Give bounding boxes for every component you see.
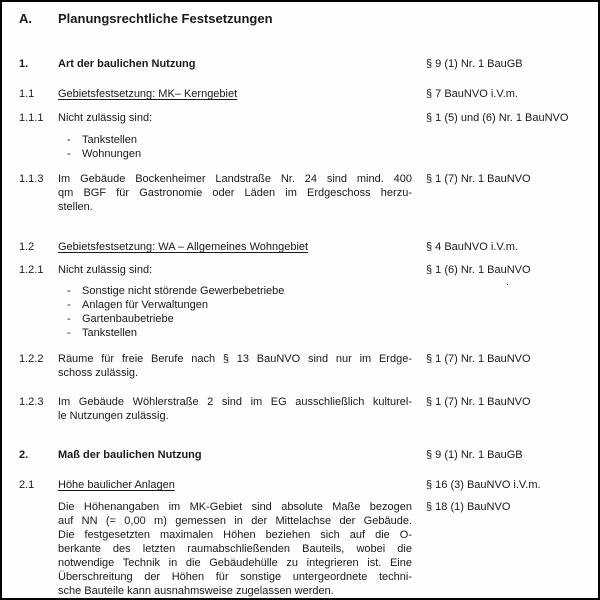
paragraph-line: le Nutzungen zulässig. [58, 410, 169, 422]
legal-reference: § 1 (7) Nr. 1 BauNVO [426, 173, 531, 185]
list-item-label: Tankstellen [82, 327, 138, 339]
section-title: Gebietsfestsetzung: MK– Kerngebiet [58, 88, 238, 100]
list-item [58, 312, 412, 326]
section-number: 1.2.2 [19, 353, 44, 365]
section-row [2, 500, 598, 598]
paragraph-line: schoss zulässig. [58, 367, 139, 379]
legal-reference: § 1 (5) und (6) Nr. 1 BauNVO [426, 112, 569, 124]
list-item [58, 133, 412, 147]
section-row [2, 395, 598, 423]
section-paragraph [58, 172, 412, 214]
section-number: 2.1 [19, 479, 35, 491]
document-header [2, 12, 598, 26]
section-row [2, 263, 598, 277]
section-paragraph [58, 352, 412, 380]
bullet-list [58, 284, 412, 340]
paragraph-line: notwendige Technik in die Gebäudehülle zu integrieren ist. Eine [58, 557, 412, 569]
list-item [58, 284, 412, 298]
legal-reference: § 16 (3) BauNVO i.V.m. [426, 479, 541, 491]
legal-reference: § 4 BauNVO i.V.m. [426, 241, 518, 253]
bullet-list-row [2, 284, 598, 340]
section-number: 1.2.1 [19, 264, 44, 276]
list-item-label: Anlagen für Verwaltungen [82, 299, 208, 311]
legal-reference: § 1 (7) Nr. 1 BauNVO [426, 353, 531, 365]
section-text: Nicht zulässig sind: [58, 112, 153, 124]
section-row [2, 240, 598, 254]
list-item [58, 326, 412, 340]
section-title: Maß der baulichen Nutzung [58, 449, 202, 461]
legal-reference: § 1 (7) Nr. 1 BauNVO [426, 396, 531, 408]
bullet-dash: - [67, 327, 71, 339]
section-number: 1.1.1 [19, 112, 44, 124]
list-item-label: Gartenbaubetriebe [82, 313, 174, 325]
paragraph-line: sche Bauteile kann ausnahmsweise zugelassen werden. [58, 585, 334, 597]
section-number: 1.2.3 [19, 396, 44, 408]
list-item-label: Wohnungen [82, 148, 142, 160]
paragraph-line: Die festgesetzten maximalen Höhen beziehen sich auf die O- [58, 529, 412, 541]
list-item [58, 147, 412, 161]
bullet-dash: - [67, 299, 71, 311]
section-row [2, 87, 598, 101]
legal-reference: § 18 (1) BauNVO [426, 501, 511, 513]
section-row [2, 352, 598, 380]
paragraph-line: Überschreitung der Höhen für sonstige untergeordnete techni- [58, 571, 412, 583]
section-row [2, 478, 598, 492]
section-title: Gebietsfestsetzung: WA – Allgemeines Wohngebiet [58, 241, 309, 253]
section-number: 2. [19, 449, 29, 461]
paragraph-line: qm BGF für Gastronomie oder Läden im Erdgeschoss herzu- [58, 187, 412, 199]
bullet-list-row [2, 133, 598, 161]
bullet-dash: - [67, 148, 71, 160]
bullet-dash: - [67, 313, 71, 325]
section-title: Art der baulichen Nutzung [58, 58, 196, 70]
section-letter: A. [19, 11, 32, 26]
paragraph-line: berkante des letzten raumabschließenden Bauteils, wobei die [58, 543, 412, 555]
section-row [2, 172, 598, 214]
list-item [58, 298, 412, 312]
scan-artifact-dot: . [506, 276, 510, 288]
section-row [2, 448, 598, 462]
paragraph-line: Im Gebäude Wöhlerstraße 2 sind im EG ausschließlich kulturel- [58, 396, 412, 408]
paragraph-line: Die Höhenangaben im MK-Gebiet sind absolute Maße bezogen [58, 501, 412, 513]
section-title: Höhe baulicher Anlagen [58, 479, 175, 491]
bullet-list [58, 133, 412, 161]
section-text: Nicht zulässig sind: [58, 264, 153, 276]
legal-reference: § 7 BauNVO i.V.m. [426, 88, 518, 100]
section-number: 1.1 [19, 88, 35, 100]
section-paragraph [58, 500, 412, 598]
legal-reference: § 9 (1) Nr. 1 BauGB [426, 449, 523, 461]
paragraph-line: auf NN (= 0,00 m) gemessen in der Mittelachse der Gebäude. [58, 515, 412, 527]
paragraph-line: Im Gebäude Bockenheimer Landstraße Nr. 24 sind mind. 400 [58, 173, 412, 185]
section-paragraph [58, 395, 412, 423]
bullet-dash: - [67, 134, 71, 146]
section-row [2, 111, 598, 125]
list-item-label: Sonstige nicht störende Gewerbebetriebe [82, 285, 285, 297]
bullet-dash: - [67, 285, 71, 297]
section-number: 1.2 [19, 241, 35, 253]
section-number: 1. [19, 58, 29, 70]
list-item-label: Tankstellen [82, 134, 138, 146]
section-number: 1.1.3 [19, 173, 44, 185]
legal-reference: § 1 (6) Nr. 1 BauNVO [426, 264, 531, 276]
page-title: Planungsrechtliche Festsetzungen [58, 11, 273, 26]
section-row [2, 57, 598, 71]
paragraph-line: Räume für freie Berufe nach § 13 BauNVO sind nur im Erdge- [58, 353, 412, 365]
paragraph-line: stellen. [58, 201, 93, 213]
legal-reference: § 9 (1) Nr. 1 BauGB [426, 58, 523, 70]
